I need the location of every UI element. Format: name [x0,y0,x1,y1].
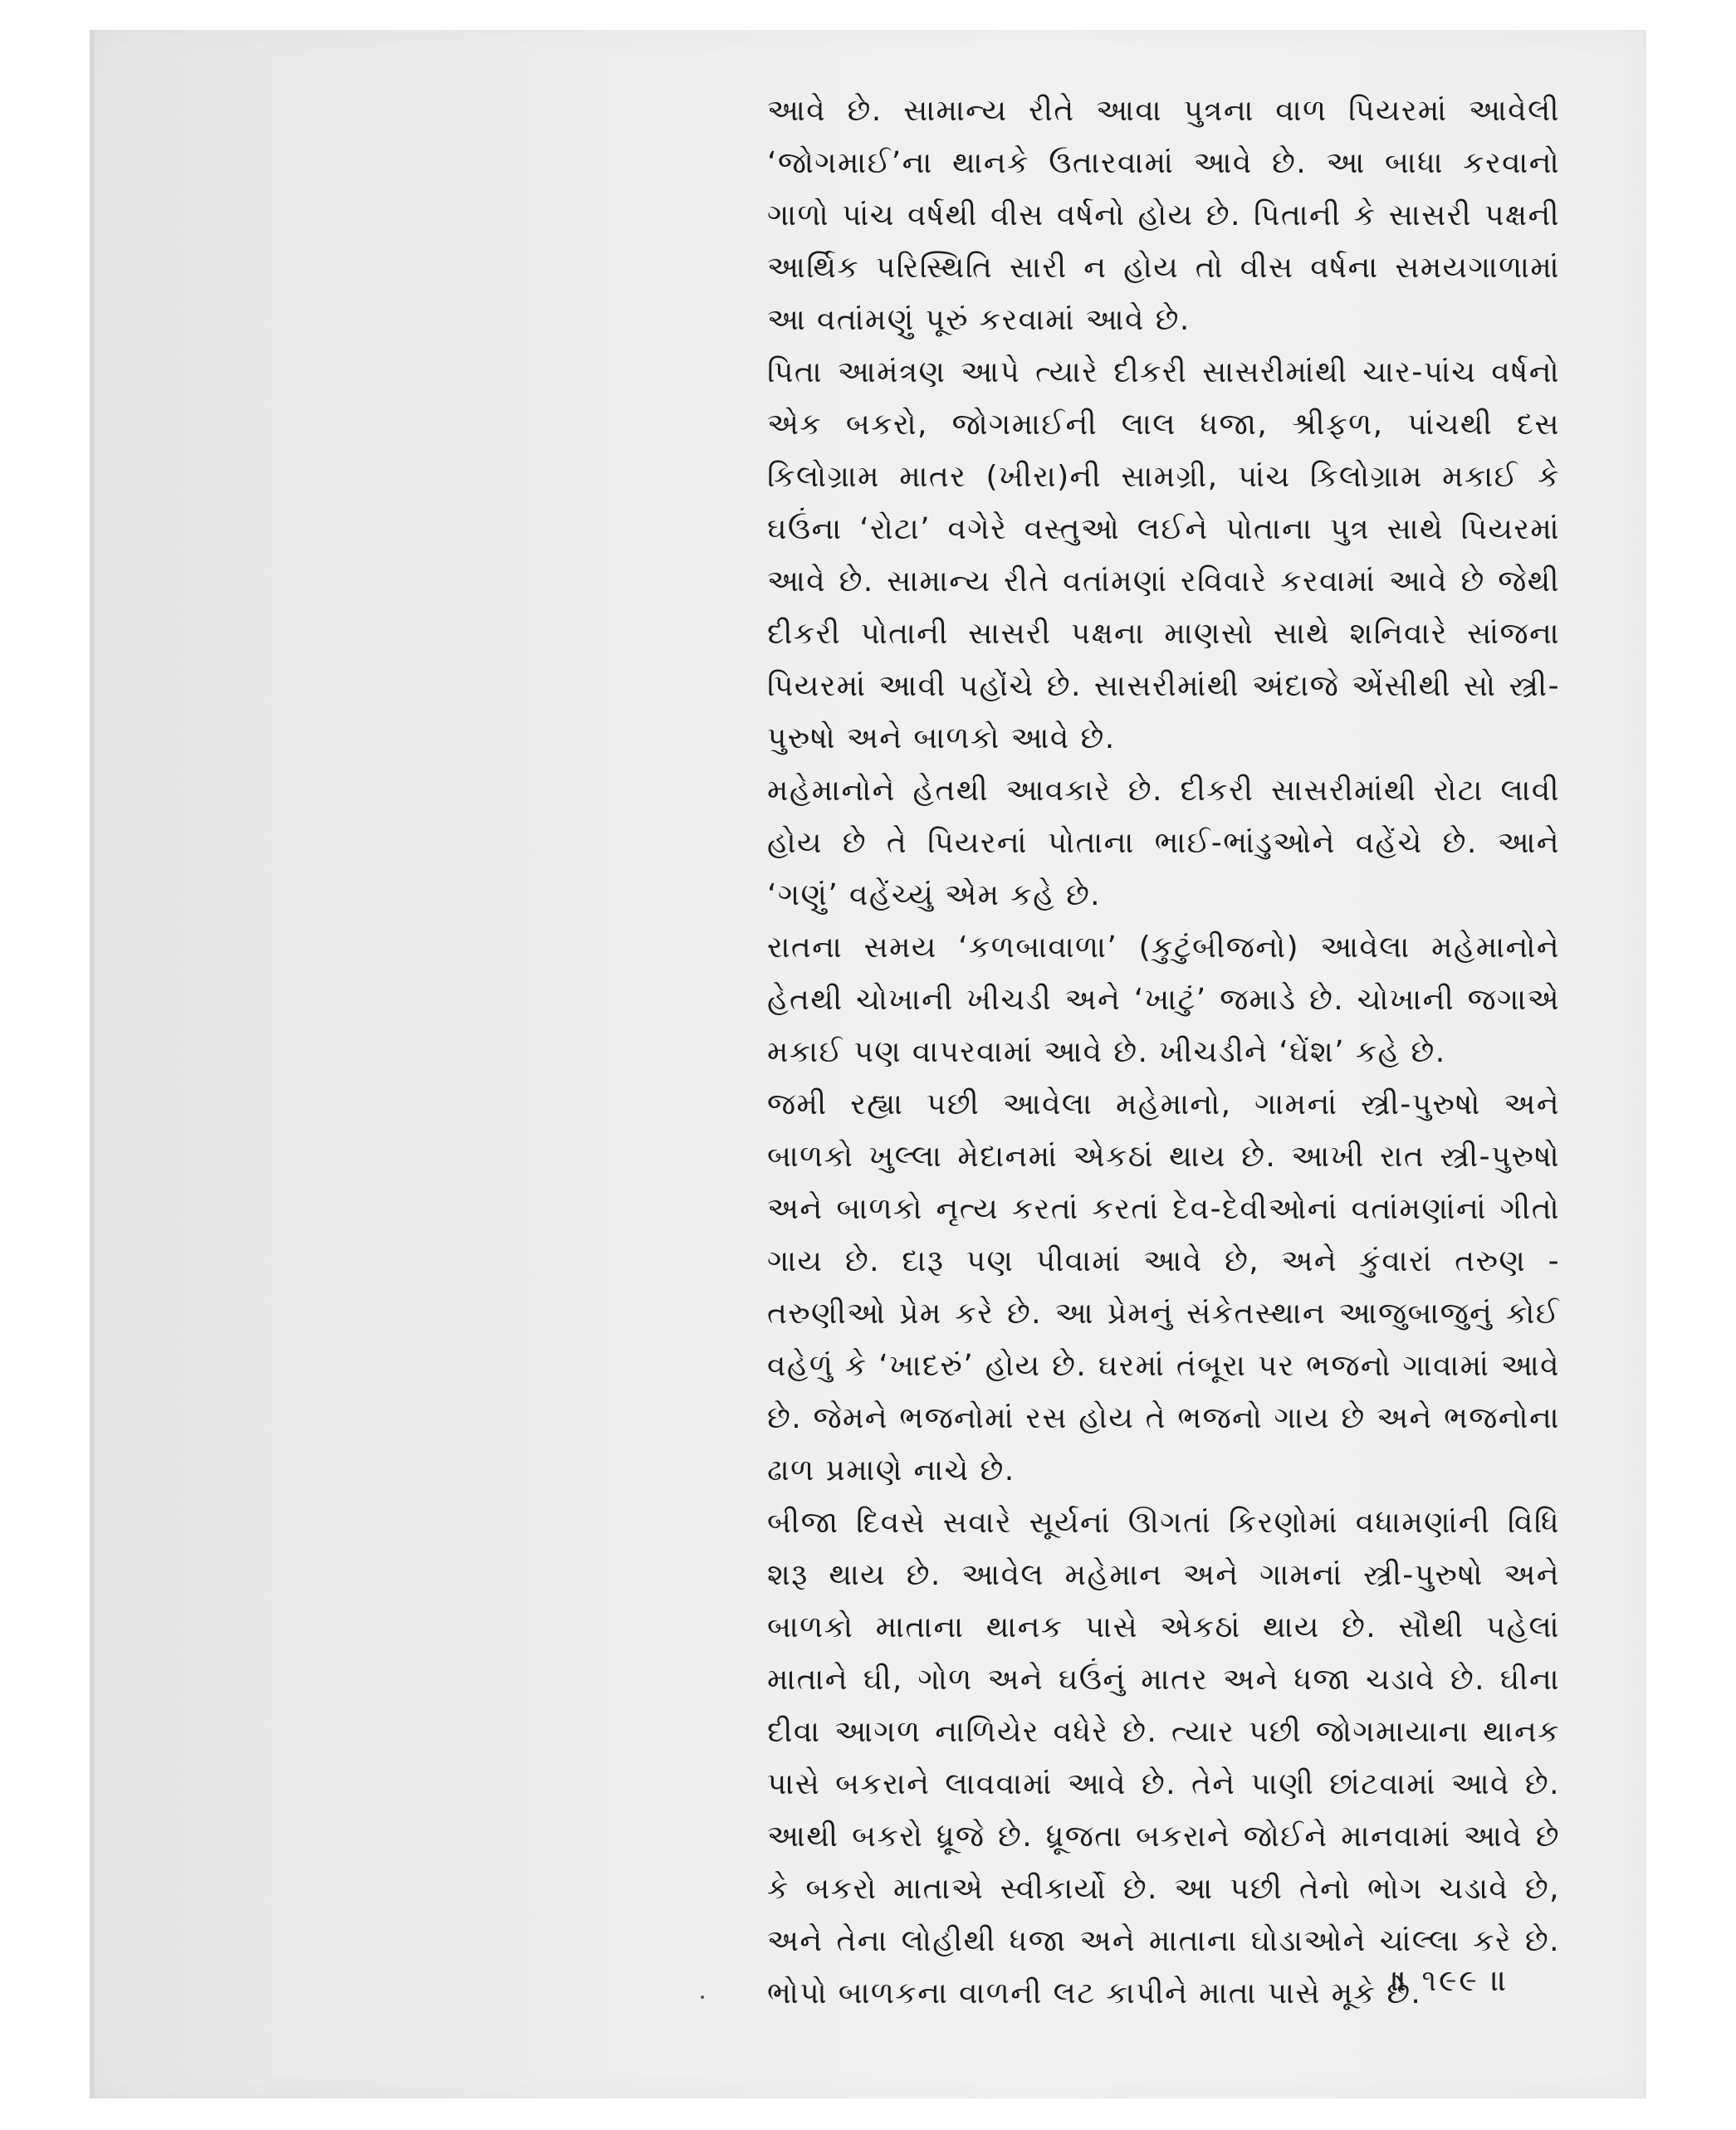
paragraph-5: જમી રહ્યા પછી આવેલા મહેમાનો, ગામનાં સ્ત્રી-પુરુષો અને બાળકો ખુલ્લા મેદાનમાં એકઠાં થાય છે. આખી રાત સ્ત્રી-પુરુષો અને બાળકો નૃત્ય કરતાં કરતાં દેવ-દેવીઓનાં વતાંમણાંનાં ગીતો ગાય છે. દારૂ પણ પીવામાં આવે છે, અને કુંવારાં તરુણ - તરુણીઓ પ્રેમ કરે છે. આ પ્રેમનું સંકેતસ્થાન આજુબાજુનું કોઈ વહેળું કે ‘ખાદરું’ હોય છે. ઘરમાં તંબૂરા પર ભજનો ગાવામાં આવે છે. જેમને ભજનોમાં રસ હોય તે ભજનો ગાય છે અને ભજનોના ઢાળ પ્રમાણે નાચે છે. [767,1087,1560,1488]
body-text [767,85,1560,2020]
paragraph-1: આવે છે. સામાન્ય રીતે આવા પુત્રના વાળ પિયરમાં આવેલી ‘જોગમાઈ’ના થાનકે ઉતારવામાં આવે છે. આ બાધા કરવાનો ગાળો પાંચ વર્ષથી વીસ વર્ષનો હોય છે. પિતાની કે સાસરી પક્ષની આર્થિક પરિસ્થિતિ સારી ન હોય તો વીસ વર્ષના સમયગાળામાં આ વતાંમણું પૂરું કરવામાં આવે છે. [767,94,1560,337]
paragraph-6: બીજા દિવસે સવારે સૂર્યનાં ઊગતાં કિરણોમાં વધામણાંની વિધિ શરૂ થાય છે. આવેલ મહેમાન અને ગામનાં સ્ત્રી-પુરુષો અને બાળકો માતાના થાનક પાસે એકઠાં થાય છે. સૌથી પહેલાં માતાને ઘી, ગોળ અને ઘઉંનું માતર અને ધજા ચડાવે છે. ઘીના દીવા આગળ નાળિયેર વધેરે છે. ત્યાર પછી જોગમાયાના થાનક પાસે બકરાને લાવવામાં આવે છે. તેને પાણી છાંટવામાં આવે છે. આથી બકરો ધ્રૂજે છે. ધ્રૂજતા બકરાને જોઈને માનવામાં આવે છે કે બકરો માતાએ સ્વીકાર્યો છે. આ પછી તેનો ભોગ ચડાવે છે, અને તેના લોહીથી ધજા અને માતાના ઘોડાઓને ચાંલ્લા કરે છે. ભોપો બાળકના વાળની લટ કાપીને માતા પાસે મૂકે છે. [767,1506,1560,2010]
paragraph-3: મહેમાનોને હેતથી આવકારે છે. દીકરી સાસરીમાંથી રોટા લાવી હોય છે તે પિયરનાં પોતાના ભાઈ-ભાંડુઓને વહેંચે છે. આને ‘ગણું’ વહેંચ્યું એમ કહે છે. [767,774,1560,912]
paragraph-4: રાતના સમય ‘કળબાવાળા’ (કુટુંબીજનો) આવેલા મહેમાનોને હેતથી ચોખાની ખીચડી અને ‘ખાટું’ જમાડે છે. ચોખાની જગાએ મકાઈ પણ વાપરવામાં આવે છે. ખીચડીને ‘ઘેંશ’ કહે છે. [767,931,1560,1069]
paragraph-2: પિતા આમંત્રણ આપે ત્યારે દીકરી સાસરીમાંથી ચાર-પાંચ વર્ષનો એક બકરો, જોગમાઈની લાલ ધજા, શ્રીફળ, પાંચથી દસ કિલોગ્રામ માતર (ખીરા)ની સામગ્રી, પાંચ કિલોગ્રામ મકાઈ કે ઘઉંના ‘રોટા’ વગેરે વસ્તુઓ લઈને પોતાના પુત્ર સાથે પિયરમાં આવે છે. સામાન્ય રીતે વતાંમણાં રવિવારે કરવામાં આવે છે જેથી દીકરી પોતાની સાસરી પક્ષના માણસો સાથે શનિવારે સાંજના પિયરમાં આવી પહોંચે છે. સાસરીમાંથી અંદાજે એંસીથી સો સ્ત્રી-પુરુષો અને બાળકો આવે છે. [767,355,1560,755]
page-number: ॥ ૧૯૯ ॥ [1391,1964,1510,1998]
scan-speck [701,1996,704,1999]
page-edge [90,30,95,2098]
